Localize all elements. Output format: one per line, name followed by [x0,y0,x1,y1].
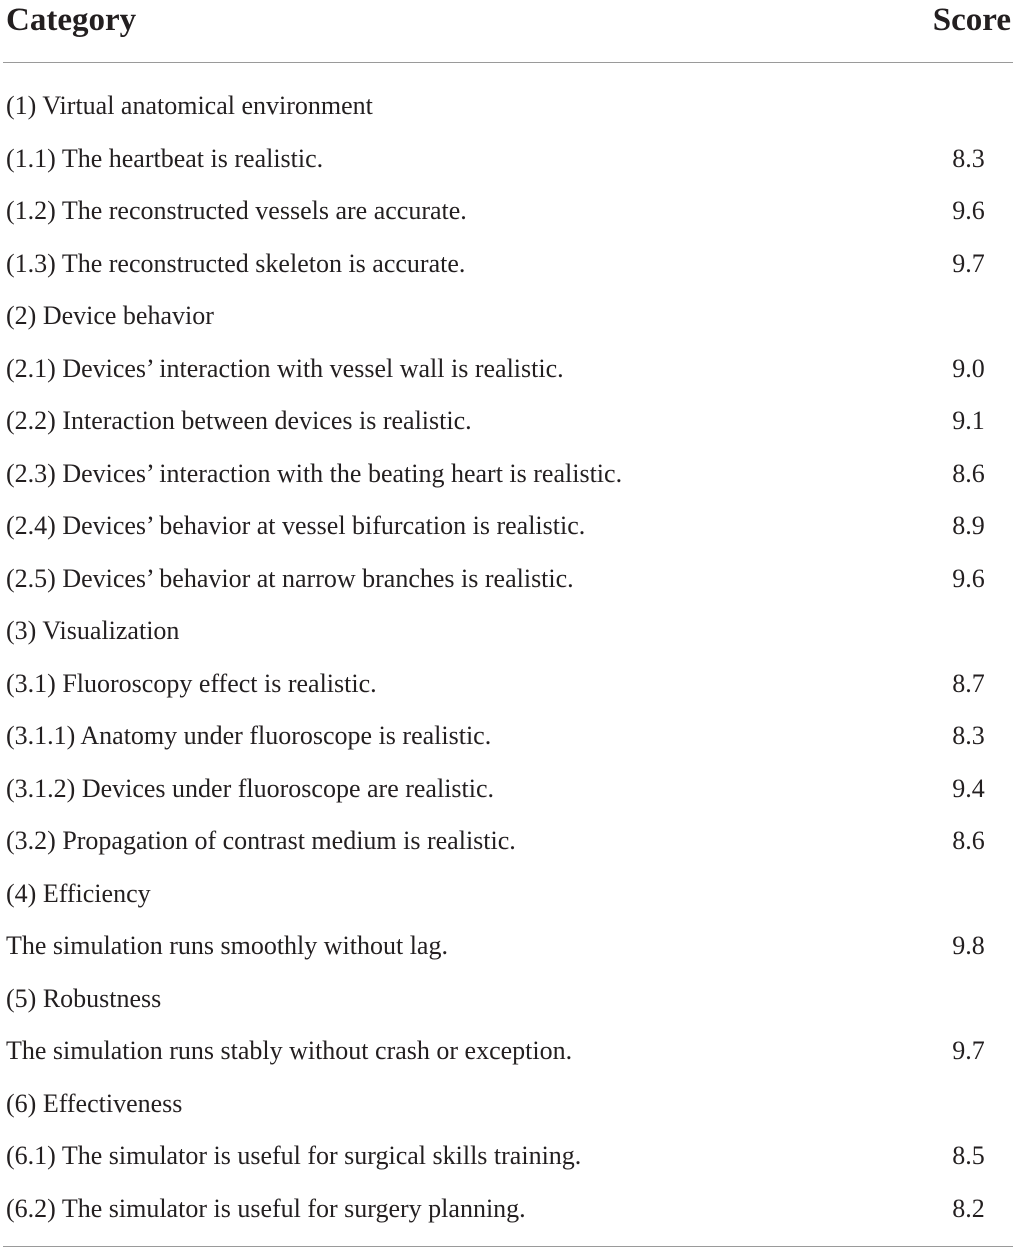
table-row [0,868,1017,921]
table-row [0,763,1017,816]
row-score: 9.4 [952,773,985,803]
row-category: (3.1.1) Anatomy under fluoroscope is realistic. [6,721,492,750]
row-score: 8.6 [952,458,985,488]
row-score: 8.7 [952,668,985,698]
table-row [0,238,1017,291]
row-category: (2.2) Interaction between devices is realistic. [6,406,472,435]
row-score: 8.5 [952,1141,985,1170]
table-row [0,185,1017,238]
row-category: The simulation runs stably without crash or exception. [6,1036,573,1065]
table-row [0,815,1017,868]
table-row [0,395,1017,448]
table-row [0,973,1017,1026]
row-category: (4) Efficiency [6,878,151,908]
row-category: (3.1) Fluoroscopy effect is realistic. [6,668,377,698]
table-row [0,1078,1017,1131]
row-score: 9.7 [952,248,985,278]
table-row [0,920,1017,973]
table-row [0,448,1017,501]
table-row [0,80,1017,133]
table-row [0,710,1017,763]
row-category: (5) Robustness [6,983,162,1013]
row-category: (1.1) The heartbeat is realistic. [6,143,324,173]
row-category: (6.1) The simulator is useful for surgical skills training. [6,1141,582,1170]
row-category: (2.3) Devices’ interaction with the beating heart is realistic. [6,458,623,488]
row-score: 8.3 [952,143,985,173]
row-category: (1.3) The reconstructed skeleton is accurate. [6,248,466,278]
row-score: 9.1 [952,406,985,435]
row-category: (1.2) The reconstructed vessels are accurate. [6,196,467,225]
category-column-header: Category [6,2,137,38]
row-category: The simulation runs smoothly without lag. [6,931,448,960]
table-body [0,80,1017,1235]
row-category: (6.2) The simulator is useful for surgery planning. [6,1193,526,1223]
row-score: 9.7 [952,1036,985,1065]
row-category: (3) Visualization [6,616,180,645]
table-header [0,0,1017,40]
row-category: (3.1.2) Devices under fluoroscope are realistic. [6,773,495,803]
table-row [0,290,1017,343]
row-score: 9.0 [952,353,985,383]
row-category: (2) Device behavior [6,301,214,330]
row-category: (2.4) Devices’ behavior at vessel bifurcation is realistic. [6,511,586,540]
row-score: 9.6 [952,563,985,593]
table-row [0,658,1017,711]
score-column-header: Score [932,2,1011,38]
row-category: (6) Effectiveness [6,1088,183,1118]
table-row [0,133,1017,186]
table-row [0,1183,1017,1236]
row-score: 9.6 [952,196,985,225]
table-bottom-divider [3,1246,1013,1247]
row-score: 8.6 [952,826,985,855]
row-category: (2.1) Devices’ interaction with vessel wall is realistic. [6,353,564,383]
table-row [0,500,1017,553]
row-category: (1) Virtual anatomical environment [6,91,373,120]
row-category: (2.5) Devices’ behavior at narrow branches is realistic. [6,563,574,593]
table-row [0,343,1017,396]
table-row [0,1130,1017,1183]
row-score: 8.3 [952,721,985,750]
row-score: 9.8 [952,931,985,960]
header-divider [3,62,1013,63]
table-row [0,553,1017,606]
row-score: 8.9 [952,511,985,540]
row-score: 8.2 [952,1193,985,1223]
row-category: (3.2) Propagation of contrast medium is realistic. [6,826,516,855]
table-row [0,605,1017,658]
table-row [0,1025,1017,1078]
